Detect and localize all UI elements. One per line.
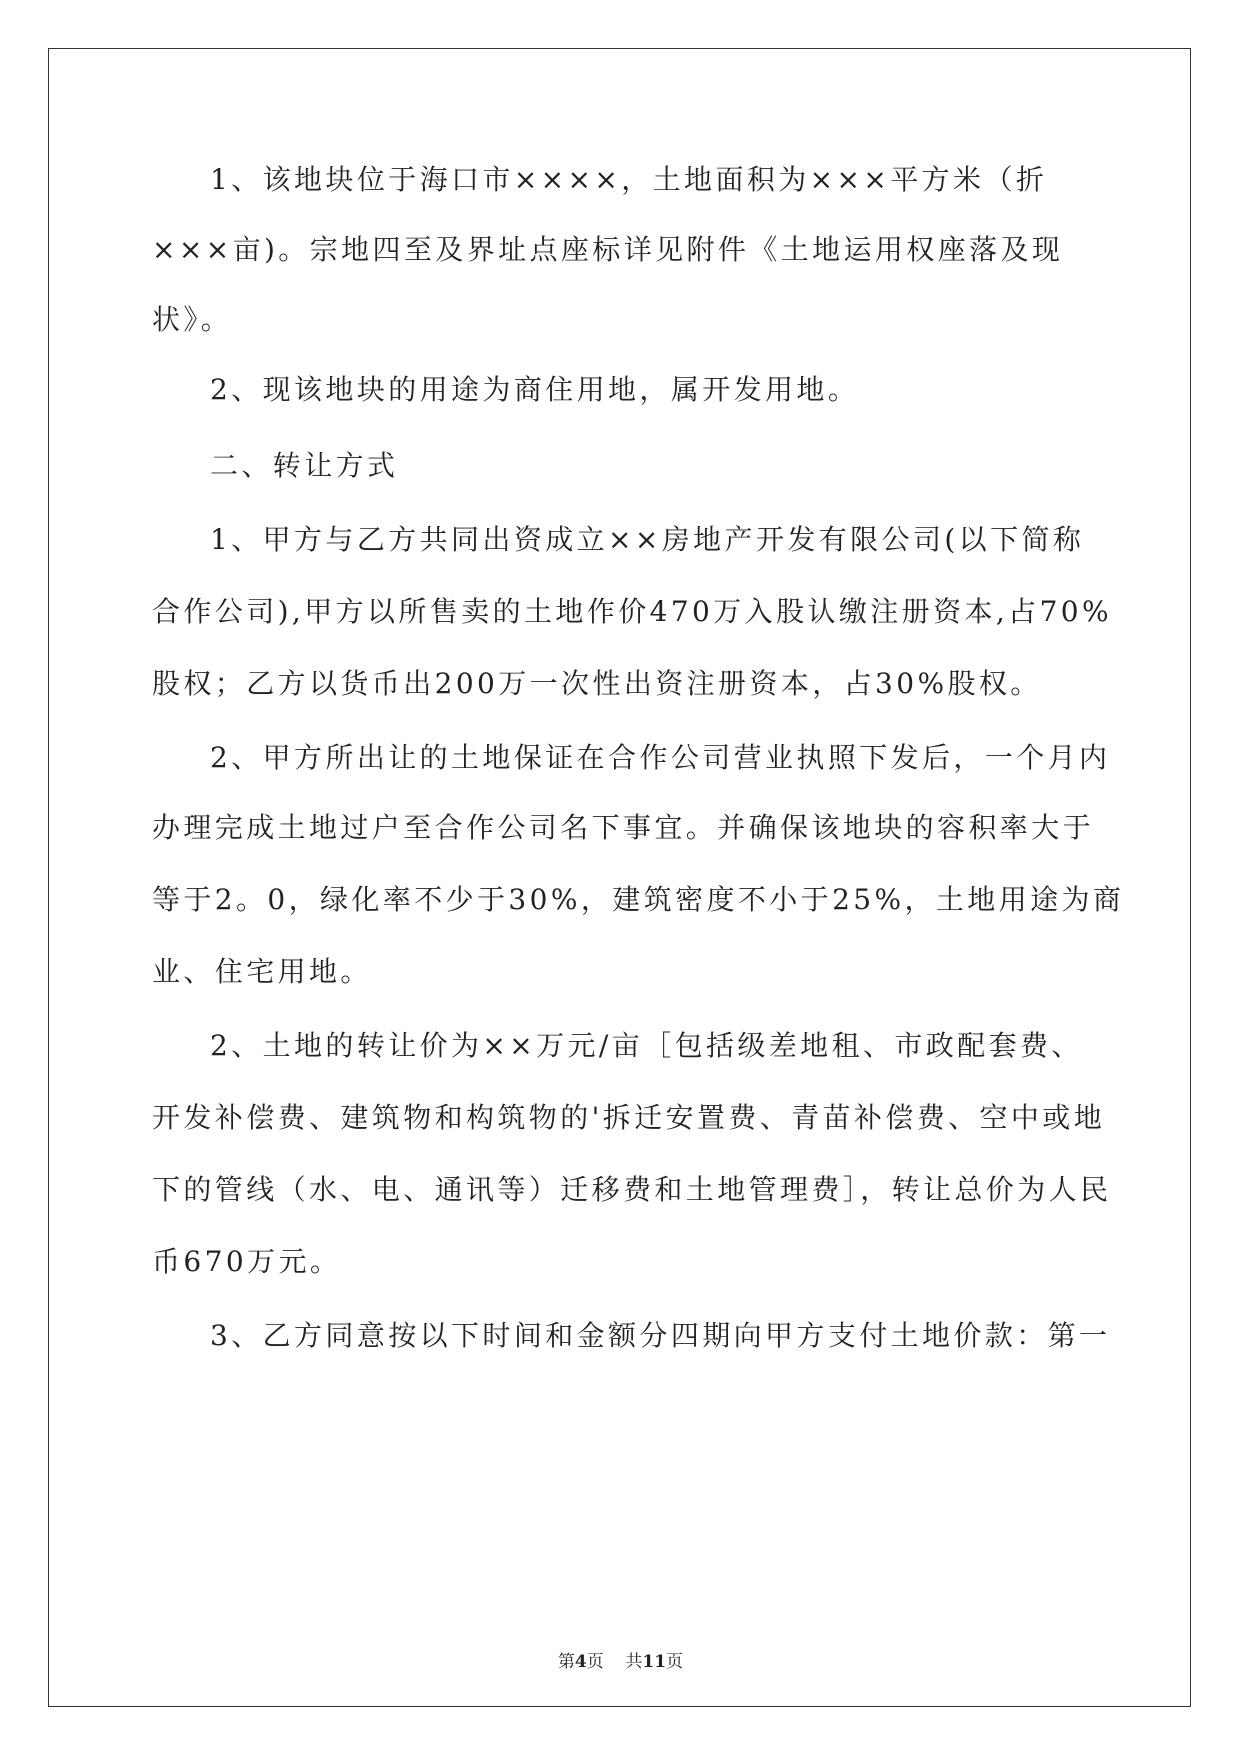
paragraph-line: 3、乙方同意按以下时间和金额分四期向甲方支付土地价款：第一 bbox=[210, 1319, 1111, 1352]
footer-prefix: 第 bbox=[557, 1652, 575, 1672]
paragraph-line: 下的管线（水、电、通讯等）迁移费和土地管理费］，转让总价为人民 bbox=[152, 1173, 1112, 1206]
paragraph-line: 2、甲方所出让的土地保证在合作公司营业执照下发后，一个月内 bbox=[210, 741, 1111, 774]
total-pages: 11 bbox=[642, 1652, 667, 1672]
page-border bbox=[48, 48, 1191, 1707]
footer-total-suffix: 页 bbox=[666, 1652, 684, 1672]
paragraph-line: 状》。 bbox=[152, 303, 233, 336]
paragraph-line: ×××亩)。宗地四至及界址点座标详见附件《土地运用权座落及现 bbox=[152, 233, 1064, 266]
paragraph-line: 1、甲方与乙方共同出资成立××房地产开发有限公司(以下简称 bbox=[210, 523, 1085, 556]
paragraph-line: 合作公司),甲方以所售卖的土地作价470万入股认缴注册资本,占70% bbox=[152, 595, 1113, 628]
paragraph-line: 等于2。0，绿化率不少于30%，建筑密度不小于25%，土地用途为商 bbox=[152, 883, 1125, 916]
paragraph-line: 业、住宅用地。 bbox=[152, 955, 372, 988]
paragraph-line: 办理完成土地过户至合作公司名下事宜。并确保该地块的容积率大于 bbox=[152, 811, 1095, 844]
paragraph-line: 币670万元。 bbox=[152, 1245, 342, 1278]
page-number: 4 bbox=[574, 1652, 587, 1672]
page-footer bbox=[0, 1650, 1241, 1674]
paragraph-line: 开发补偿费、建筑物和构筑物的'拆迁安置费、青苗补偿费、空中或地 bbox=[152, 1101, 1106, 1134]
footer-total-prefix: 共 bbox=[625, 1652, 643, 1672]
paragraph-line: 2、土地的转让价为××万元/亩［包括级差地租、市政配套费、 bbox=[210, 1029, 1083, 1062]
paragraph-line: 2、现该地块的用途为商住用地，属开发用地。 bbox=[210, 373, 860, 406]
paragraph-line: 股权；乙方以货币出200万一次性出资注册资本，占30%股权。 bbox=[152, 667, 1042, 700]
section-heading: 二、转让方式 bbox=[210, 449, 399, 482]
paragraph-line: 1、该地块位于海口市××××，土地面积为×××平方米（折 bbox=[210, 163, 1048, 196]
footer-page-suffix: 页 bbox=[586, 1652, 604, 1672]
